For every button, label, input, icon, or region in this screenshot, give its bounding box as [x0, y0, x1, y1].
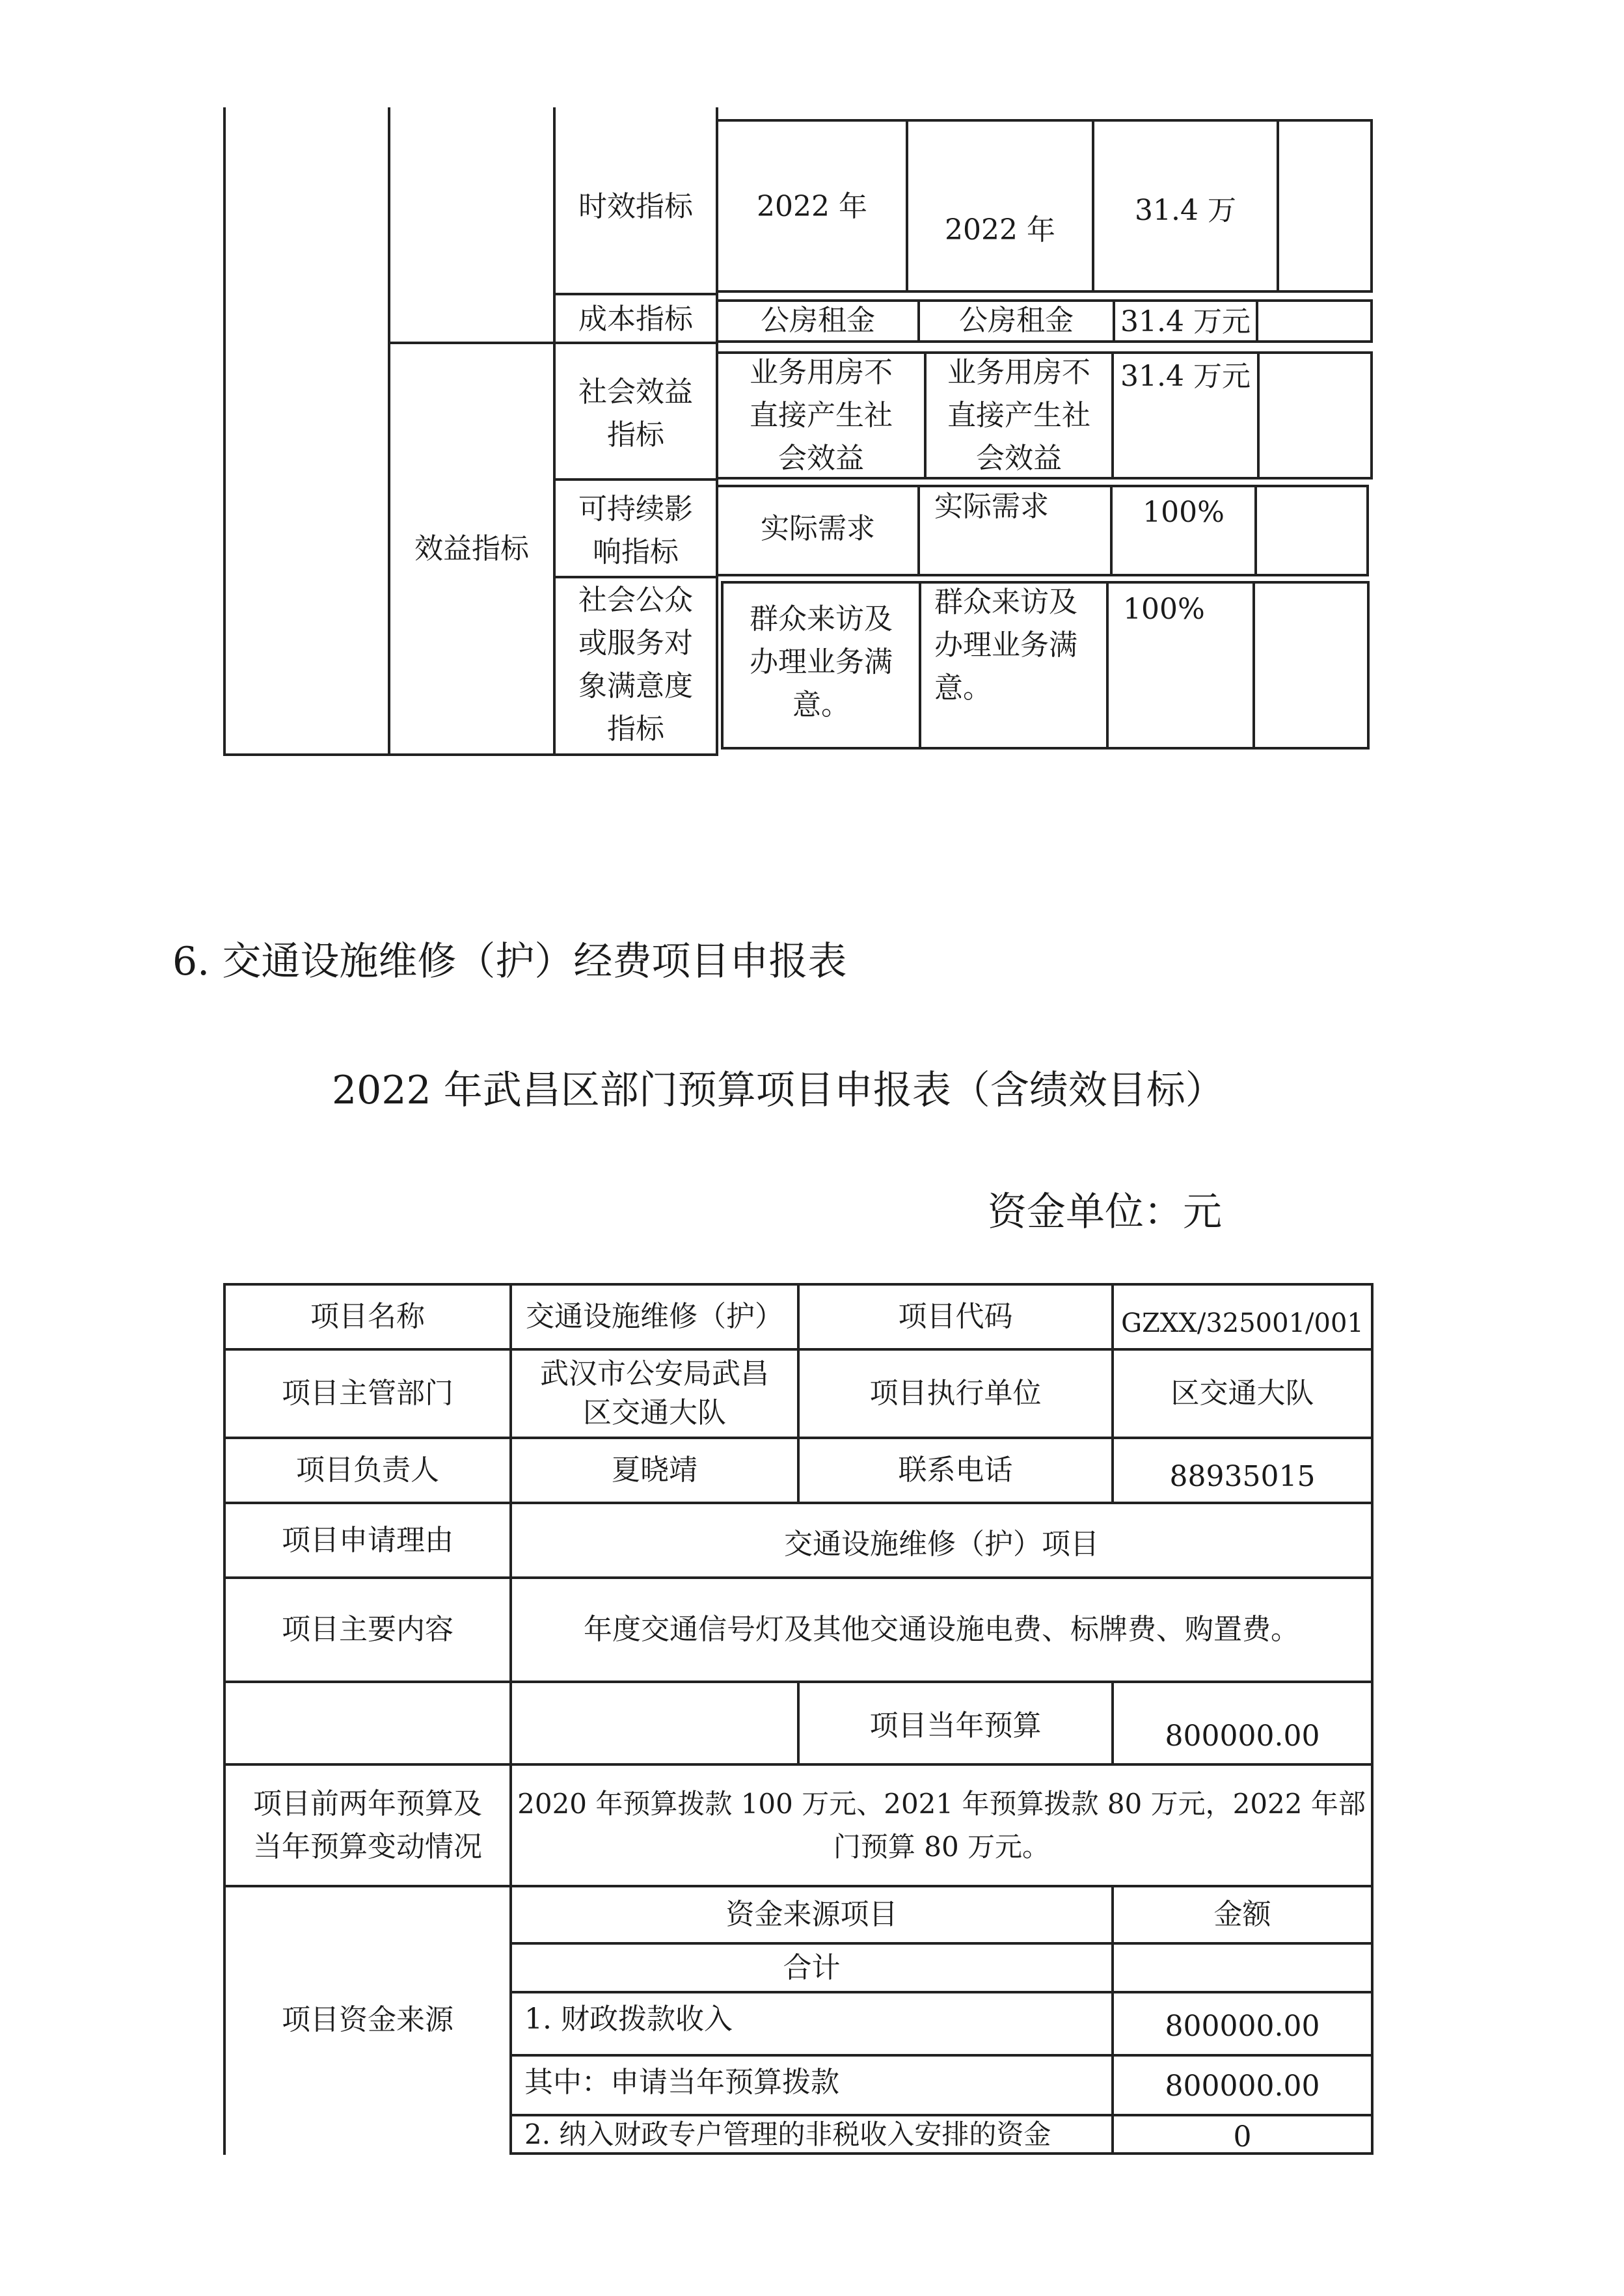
- section-title: 6. 交通设施维修（护）经费项目申报表: [172, 939, 847, 984]
- owner-label: 项目负责人: [296, 1453, 439, 1487]
- fund-label: 项目资金来源: [282, 2003, 453, 2036]
- reason-label: 项目申请理由: [282, 1523, 453, 1557]
- fund-row-2-item: 其中：申请当年预算拨款: [524, 2066, 839, 2099]
- fund-row-3-amount: 0: [1233, 2120, 1252, 2154]
- budget-label: 项目当年预算: [869, 1709, 1042, 1742]
- row2-col1: 公房租金: [761, 304, 875, 337]
- row2-col2: 公房租金: [959, 304, 1074, 337]
- row3-col1: 业务用房不 直接产生社 会效益: [750, 356, 893, 475]
- row3-col2: 业务用房不 直接产生社 会效益: [947, 356, 1090, 475]
- row1-col1: 2022 年: [757, 190, 867, 223]
- indicator-cost: 成本指标: [578, 303, 693, 336]
- dept-label: 项目主管部门: [282, 1377, 453, 1410]
- history-value: 2020 年预算拨款 100 万元、2021 年预算拨款 80 万元，2022 年部 门预算 80 万元。: [517, 1787, 1366, 1863]
- exec-label: 项目执行单位: [869, 1377, 1042, 1410]
- fund-row-2-amount: 800000.00: [1165, 2070, 1320, 2103]
- form-title: 2022 年武昌区部门预算项目申报表（含绩效目标）: [332, 1068, 1225, 1113]
- row5-col2: 群众来访及 办理业务满 意。: [934, 586, 1077, 705]
- indicator-satisfaction: 社会公众 或服务对 象满意度 指标: [578, 584, 693, 746]
- fund-row-1-item: 1. 财政拨款收入: [524, 2003, 733, 2036]
- project-code-value: GZXX/325001/001: [1121, 1308, 1364, 1338]
- owner-value: 夏晓靖: [612, 1453, 697, 1487]
- phone-label: 联系电话: [898, 1453, 1013, 1487]
- row3-col3: 31.4 万元: [1120, 360, 1251, 393]
- indicator-sustainable: 可持续影 响指标: [578, 493, 693, 569]
- project-name-label: 项目名称: [310, 1300, 425, 1333]
- project-code-label: 项目代码: [898, 1300, 1013, 1333]
- indicator-timeliness: 时效指标: [578, 190, 693, 223]
- row4-col2: 实际需求: [934, 490, 1049, 523]
- fund-row-total-amount: [1114, 1945, 1371, 1991]
- content-label: 项目主要内容: [282, 1613, 453, 1646]
- row5-col1: 群众来访及 办理业务满 意。: [750, 602, 893, 722]
- group-label-benefit: 效益指标: [414, 532, 529, 565]
- reason-value: 交通设施维修（护）项目: [784, 1527, 1099, 1561]
- fund-row-3-item: 2. 纳入财政专户管理的非税收入安排的资金: [524, 2118, 1051, 2150]
- fund-row-1-amount: 800000.00: [1165, 2010, 1320, 2043]
- fund-header-amount: 金额: [1213, 1898, 1271, 1931]
- row4-col1: 实际需求: [761, 512, 875, 545]
- exec-value: 区交通大队: [1171, 1377, 1314, 1410]
- content-value: 年度交通信号灯及其他交通设施电费、标牌费、购置费。: [584, 1613, 1299, 1646]
- row1-col3: 31.4 万: [1135, 194, 1236, 227]
- unit-label: 资金单位：元: [988, 1189, 1222, 1235]
- row5-col3: 100%: [1123, 593, 1205, 626]
- history-label: 项目前两年预算及 当年预算变动情况: [253, 1787, 482, 1863]
- budget-value: 800000.00: [1165, 1720, 1320, 1753]
- phone-value: 88935015: [1169, 1460, 1316, 1493]
- project-name-value: 交通设施维修（护）: [526, 1300, 783, 1333]
- row4-col3: 100%: [1143, 496, 1225, 529]
- indicator-social: 社会效益 指标: [578, 375, 693, 452]
- row2-col3: 31.4 万元: [1120, 305, 1251, 338]
- row1-col2: 2022 年: [945, 213, 1055, 247]
- dept-value: 武汉市公安局武昌 区交通大队: [540, 1357, 769, 1429]
- fund-row-total-item: 合计: [783, 1951, 841, 1984]
- fund-header-item: 资金来源项目: [725, 1898, 898, 1931]
